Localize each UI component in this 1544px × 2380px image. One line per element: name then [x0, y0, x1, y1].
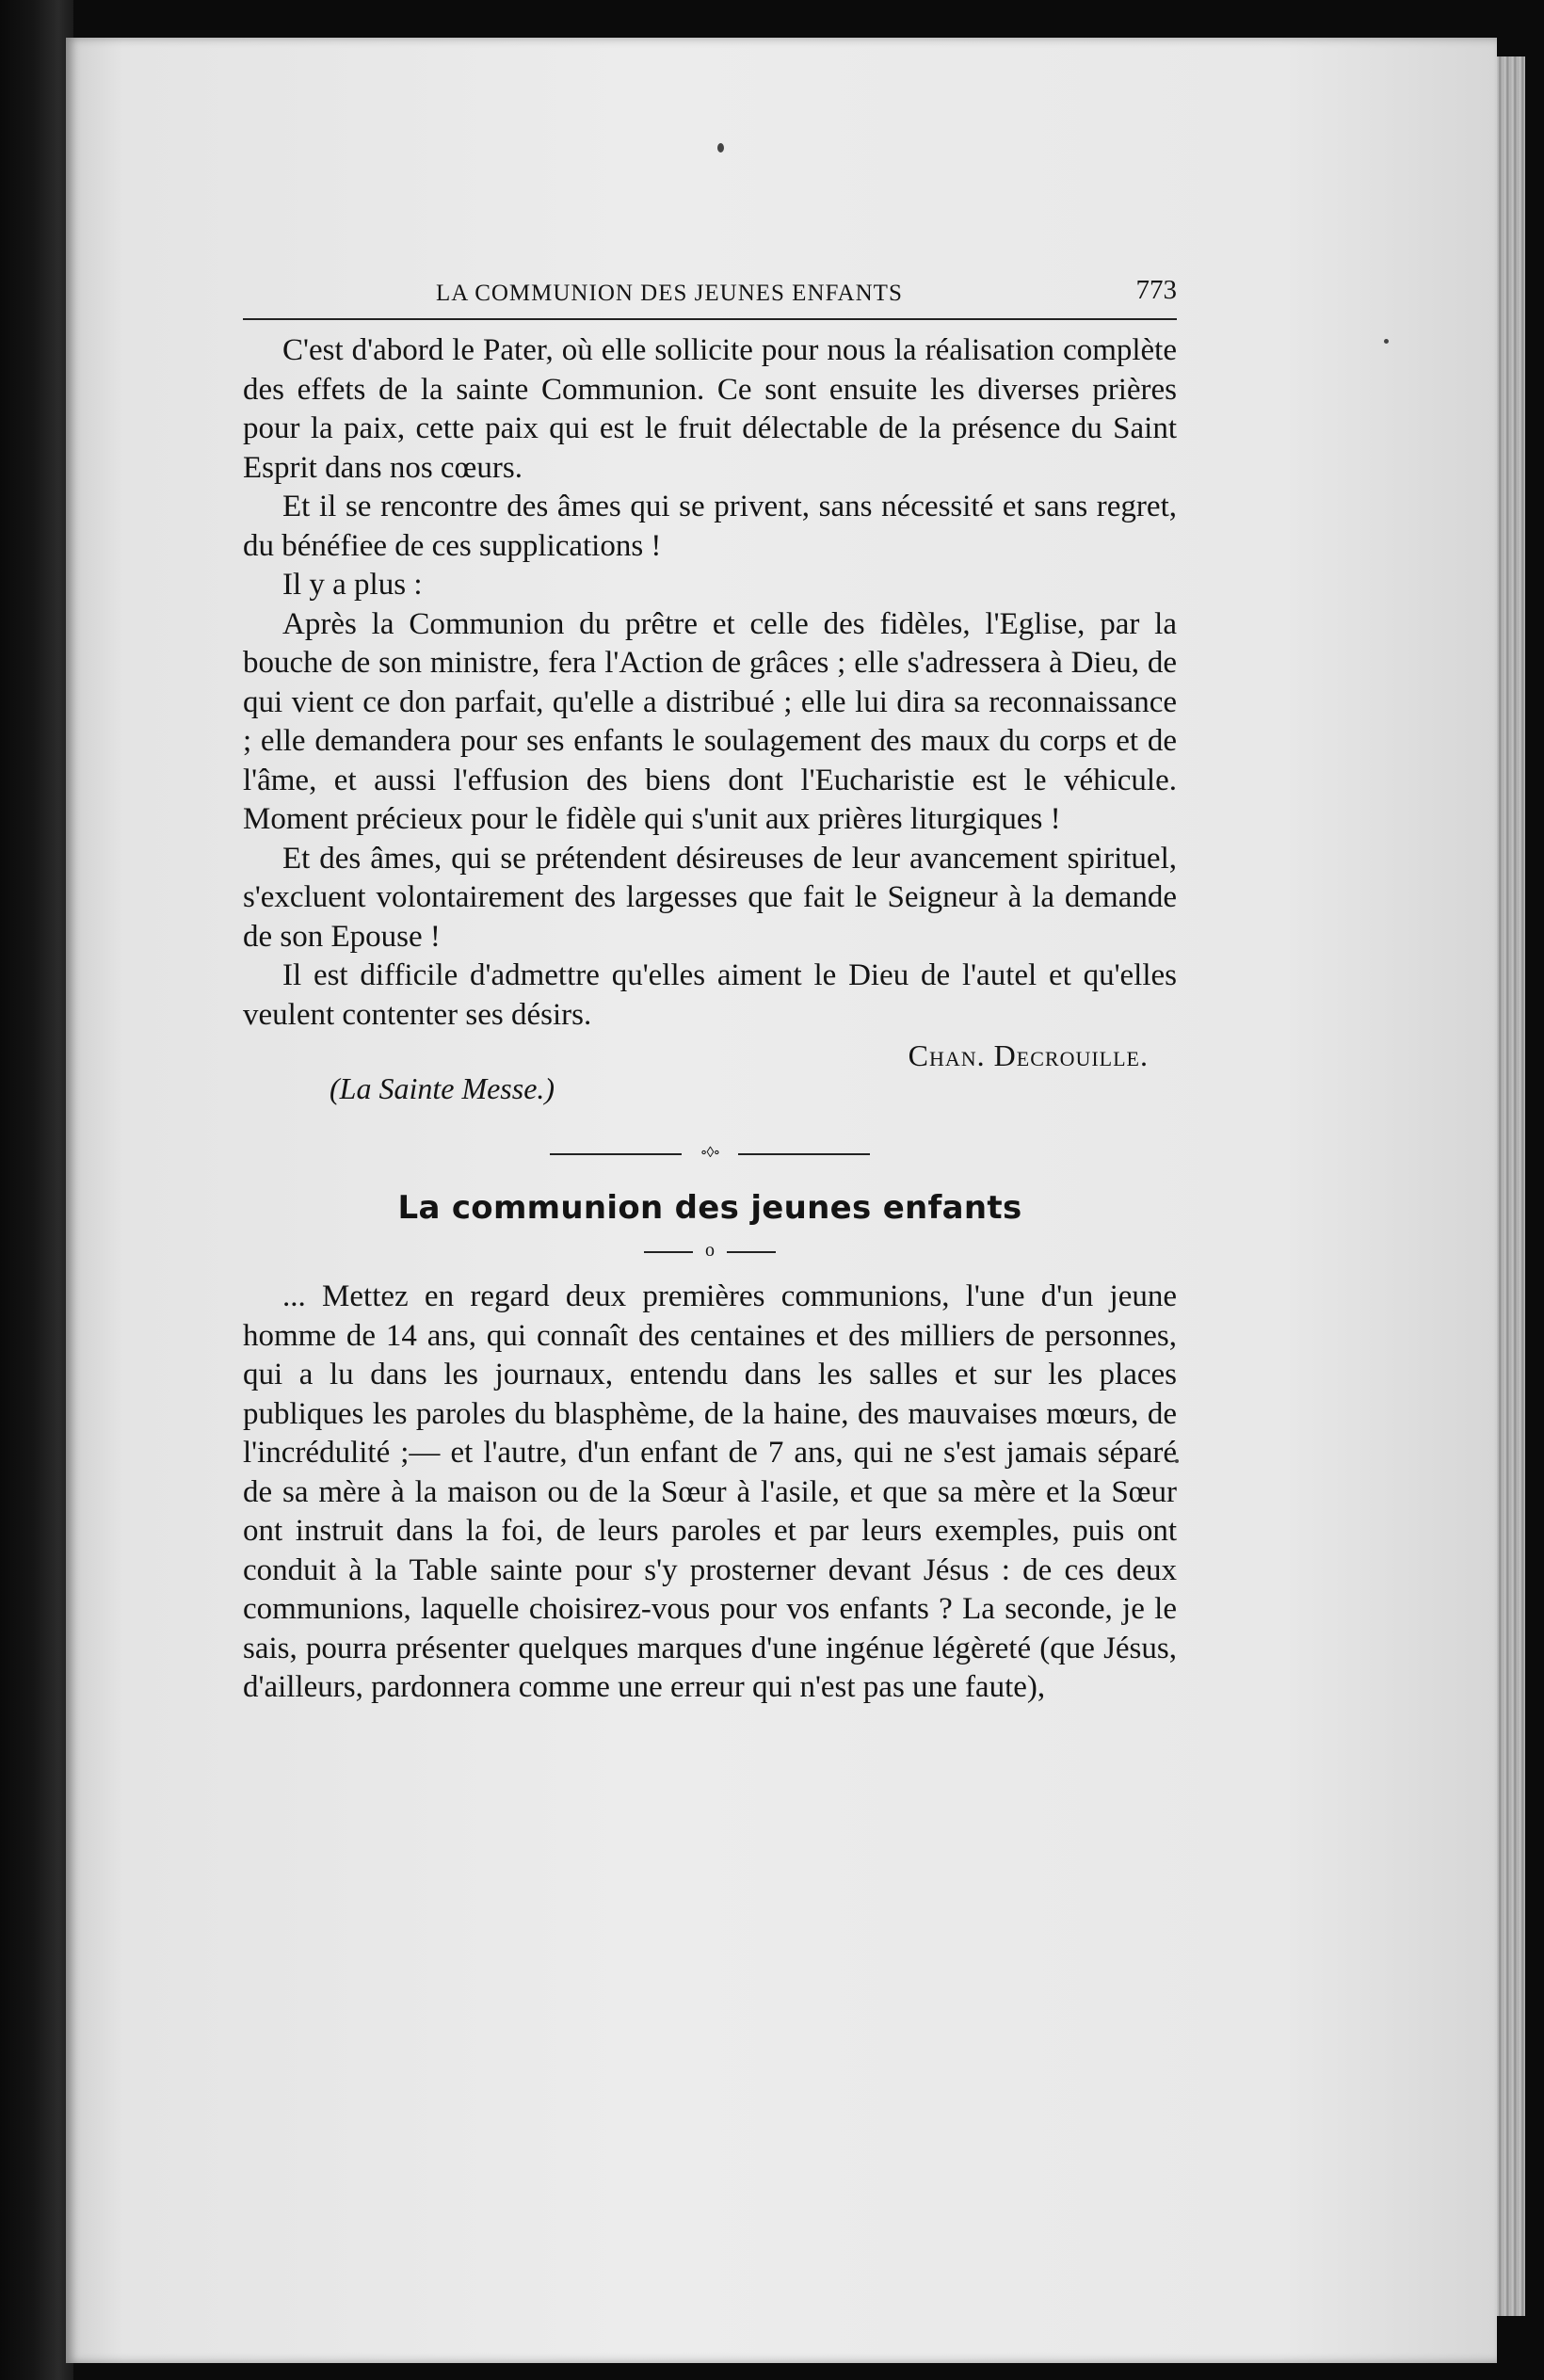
running-title: LA COMMUNION DES JEUNES ENFANTS — [436, 281, 903, 306]
running-head — [243, 273, 1177, 324]
section-title: La communion des jeunes enfants — [397, 1189, 1022, 1227]
ornament-icon: ∘◊∘ — [700, 1145, 720, 1161]
page-content — [243, 273, 1177, 1708]
separator-dash — [644, 1251, 693, 1253]
paragraph: Il y a plus : — [282, 568, 423, 602]
ornamental-divider — [550, 1144, 870, 1163]
source-citation: (La Sainte Messe.) — [330, 1071, 555, 1105]
paragraph: Et il se rencontre des âmes qui se privent, sans nécessité et sans regret, du bénéfiee de ces supplications ! — [243, 490, 1177, 563]
header-rule — [243, 318, 1177, 320]
book-gutter-shadow — [0, 0, 73, 2380]
paragraph: Il est difficile d'admettre qu'elles aiment le Dieu de l'autel et qu'elles veulent contenter ses désirs. — [243, 958, 1177, 1032]
title-separator — [644, 1240, 776, 1262]
ink-speck — [717, 143, 724, 153]
paragraph: Et des âmes, qui se prétendent désireuses de leur avancement spirituel, s'excluent volontairement des largesses que fait le Seigneur à la demande de son Epouse ! — [243, 841, 1177, 954]
ink-speck — [1384, 339, 1389, 344]
divider-line — [738, 1153, 870, 1155]
paragraph: ... Mettez en regard deux premières communions, l'une d'un jeune homme de 14 ans, qui connaît des centaines et des milliers de personnes, qui a lu dans les journaux, entendu dans les salles et sur les places publiques les paroles du blasphème, de la haine, des mauvaises mœurs, de l'incrédulité ;— et l'autre, d'un enfant de 7 ans, qui ne s'est jamais séparé de sa mère à la maison ou de la Sœur à l'asile, et que sa mère et la Sœur ont instruit dans la foi, de leurs paroles et par leurs exemples, puis ont conduit à la Table sainte pour s'y prosterner devant Jésus : de ces deux communions, laquelle choisirez-vous pour vos enfants ? La seconde, je le sais, pourra présenter quelques marques d'une ingénue légèreté (que Jésus, d'ailleurs, pardonnera comme une erreur qui n'est pas une faute), — [243, 1279, 1177, 1704]
author-signature: Chan. Decrouille. — [908, 1038, 1149, 1072]
paragraph: Après la Communion du prêtre et celle des fidèles, l'Eglise, par la bouche de son ministre, fera l'Action de grâces ; elle s'adressera à Dieu, de qui vient ce don parfait, qu'elle a distribué ; elle lui dira sa reconnaissance ; elle demandera pour ses enfants le soulagement des maux du corps et de l'âme, et aussi l'effusion des biens dont l'Eucharistie est le véhicule. Moment précieux pour le fidèle qui s'unit aux prières liturgiques ! — [243, 606, 1177, 836]
page-number: 773 — [1135, 275, 1177, 305]
paragraph: C'est d'abord le Pater, où elle sollicite pour nous la réalisation complète des effets de la sainte Communion. Ce sont ensuite les diverses prières pour la paix, cette paix qui est le fruit délectable de la présence du Saint Esprit dans nos cœurs. — [243, 333, 1177, 485]
divider-line — [550, 1153, 682, 1155]
separator-mark: o — [705, 1240, 715, 1261]
separator-dash — [727, 1251, 776, 1253]
